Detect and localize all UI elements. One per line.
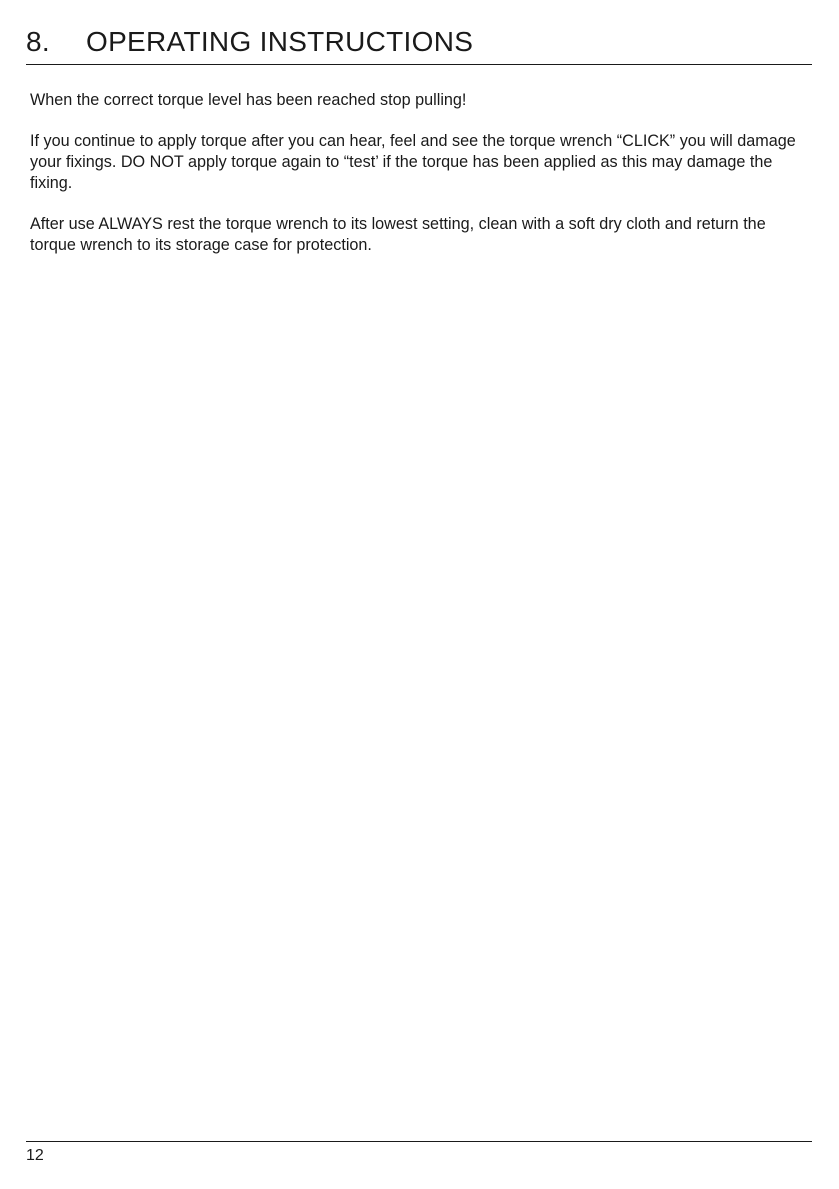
instructions-body: [30, 90, 812, 276]
heading-divider: [26, 64, 812, 65]
section-title: OPERATING INSTRUCTIONS: [86, 26, 474, 57]
paragraph-stop-pulling: When the correct torque level has been reached stop pulling!: [30, 91, 467, 109]
page-number: 12: [26, 1147, 44, 1164]
paragraph-after-use: After use ALWAYS rest the torque wrench to its lowest setting, clean with a soft dry cloth and return the torque wrench to its storage case for protection.: [30, 215, 766, 254]
footer-divider: [26, 1141, 812, 1142]
section-number: 8.: [26, 26, 50, 57]
paragraph-click-warning: If you continue to apply torque after you can hear, feel and see the torque wrench “CLICK” you will damage your fixings. DO NOT apply torque again to “test’ if the torque has been applied as this may damage the fixing.: [30, 132, 796, 192]
section-heading: [26, 24, 816, 60]
